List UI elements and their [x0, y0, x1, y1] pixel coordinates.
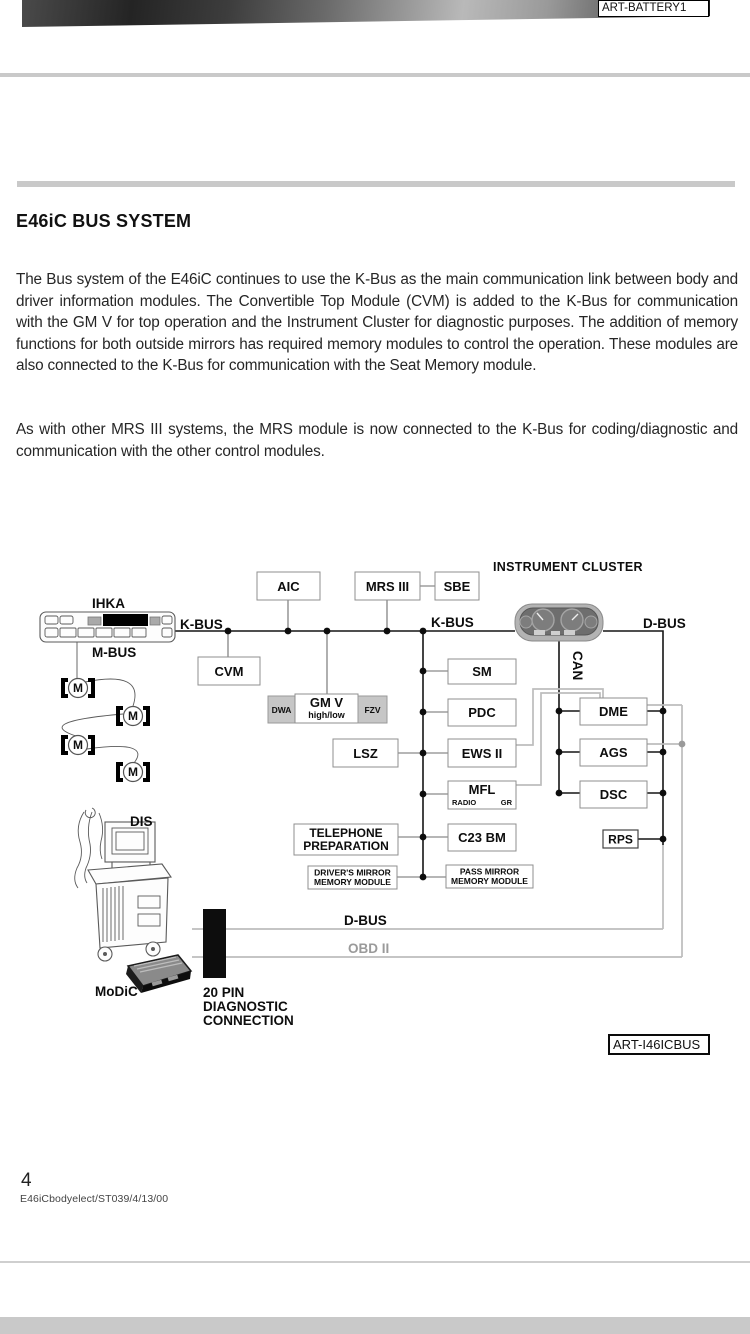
svg-text:FZV: FZV	[364, 705, 381, 715]
bus-system-diagram	[0, 555, 750, 1035]
dis-label: DIS	[130, 814, 153, 829]
top-divider-bar	[0, 73, 750, 77]
module-aic	[257, 572, 320, 600]
svg-text:CONNECTION: CONNECTION	[203, 1013, 294, 1028]
svg-text:AGS: AGS	[599, 745, 628, 760]
k-bus-mid-label: K-BUS	[431, 615, 474, 630]
svg-text:GM V: GM V	[309, 695, 344, 710]
svg-text:C23 BM: C23 BM	[458, 830, 506, 845]
page-title: E46iC BUS SYSTEM	[16, 211, 192, 231]
svg-text:DWA: DWA	[271, 705, 292, 715]
svg-text:PREPARATION: PREPARATION	[303, 839, 389, 853]
ihka-panel-graphic	[40, 612, 175, 642]
mirror-motor-2	[118, 707, 148, 726]
svg-text:PASS MIRROR: PASS MIRROR	[459, 866, 520, 877]
svg-text:RPS: RPS	[608, 832, 633, 847]
obd2-label: OBD II	[348, 941, 390, 956]
modic-label: MoDiC	[95, 984, 138, 999]
module-lsz	[333, 739, 398, 767]
instrument-cluster-graphic	[515, 604, 603, 641]
module-c23bm	[448, 824, 516, 851]
page-number: 4	[21, 1170, 32, 1191]
module-ags	[580, 739, 647, 766]
module-gmv	[295, 694, 358, 723]
module-cvm	[198, 657, 260, 685]
mirror-motor-1	[63, 679, 93, 698]
svg-text:PDC: PDC	[468, 705, 496, 720]
svg-text:MEMORY MODULE: MEMORY MODULE	[314, 877, 391, 887]
svg-text:GR: GR	[500, 798, 512, 807]
svg-text:M: M	[73, 738, 83, 752]
svg-text:MFL: MFL	[468, 782, 496, 797]
svg-text:DME: DME	[599, 704, 628, 719]
bottom-band	[0, 1317, 750, 1334]
bottom-thin-divider	[0, 1261, 750, 1263]
body-paragraph-2: As with other MRS III systems, the MRS module is now connected to the K-Bus for coding/diagnostic and communication with the other control modules.	[16, 421, 738, 460]
20-pin-connector-label	[203, 985, 294, 1028]
svg-text:M: M	[128, 709, 138, 723]
svg-text:M: M	[128, 765, 138, 779]
svg-text:MEMORY MODULE: MEMORY MODULE	[451, 876, 528, 886]
d-bus-top-label: D-BUS	[643, 616, 686, 631]
svg-text:DSC: DSC	[599, 787, 628, 802]
module-pass-mirror-memory	[446, 865, 533, 888]
module-pdc	[448, 699, 516, 726]
svg-text:EWS II: EWS II	[461, 746, 503, 761]
d-bus-line	[192, 631, 663, 929]
module-dsc	[580, 781, 647, 808]
document-reference: E46iCbodyelect/ST039/4/13/00	[20, 1193, 169, 1205]
obd2-gray-lines	[192, 689, 682, 957]
svg-text:RADIO: RADIO	[452, 798, 477, 807]
module-sm	[448, 659, 516, 684]
svg-text:LSZ: LSZ	[353, 746, 378, 761]
body-paragraph-1: The Bus system of the E46iC continues to use the K-Bus as the main communication link between body and driver information modules. The Convertible Top Module (CVM) is added to the K-Bus for communication with the GM V for top operation and the Instrument Cluster for diagnostic purposes. The addition of memory functions for both outside mirrors has required memory modules to control the operation. These modules are also connected to the K-Bus for communication with the Seat Memory module.	[16, 271, 738, 375]
svg-text:AIC: AIC	[277, 579, 300, 594]
mirror-motor-3	[63, 736, 93, 755]
svg-text:DRIVER'S MIRROR: DRIVER'S MIRROR	[314, 867, 391, 878]
can-label: CAN	[570, 651, 585, 681]
module-dme	[580, 698, 647, 725]
svg-text:high/low: high/low	[308, 710, 345, 720]
svg-text:DIAGNOSTIC: DIAGNOSTIC	[203, 999, 288, 1014]
instrument-cluster-label: INSTRUMENT CLUSTER	[493, 560, 643, 574]
module-telephone-preparation	[294, 824, 398, 855]
module-mrs3	[355, 572, 420, 600]
svg-text:20 PIN: 20 PIN	[203, 985, 245, 1000]
art-i46icbus-label: ART-I46ICBUS	[608, 1034, 710, 1055]
svg-text:SM: SM	[472, 664, 492, 679]
title-divider-bar	[17, 181, 735, 187]
svg-text:SBE: SBE	[443, 579, 471, 594]
module-dwa	[268, 696, 295, 723]
20-pin-connector-graphic	[203, 909, 226, 978]
ihka-label: IHKA	[92, 596, 125, 611]
mirror-motor-4	[118, 763, 148, 782]
svg-text:MRS III: MRS III	[365, 579, 410, 594]
module-ews2	[448, 739, 516, 767]
module-drivers-mirror-memory	[308, 866, 397, 889]
m-bus-label: M-BUS	[92, 645, 137, 660]
art-battery-label: ART-BATTERY1	[598, 0, 709, 17]
module-fzv	[358, 696, 387, 723]
svg-text:TELEPHONE: TELEPHONE	[309, 826, 383, 840]
svg-text:M: M	[73, 681, 83, 695]
dis-station-graphic	[75, 808, 171, 961]
k-bus-left-label: K-BUS	[180, 617, 223, 632]
module-sbe	[435, 572, 479, 600]
module-mfl	[448, 781, 516, 809]
svg-text:CVM: CVM	[214, 664, 244, 679]
module-rps	[603, 830, 638, 848]
d-bus-bottom-label: D-BUS	[344, 913, 387, 928]
